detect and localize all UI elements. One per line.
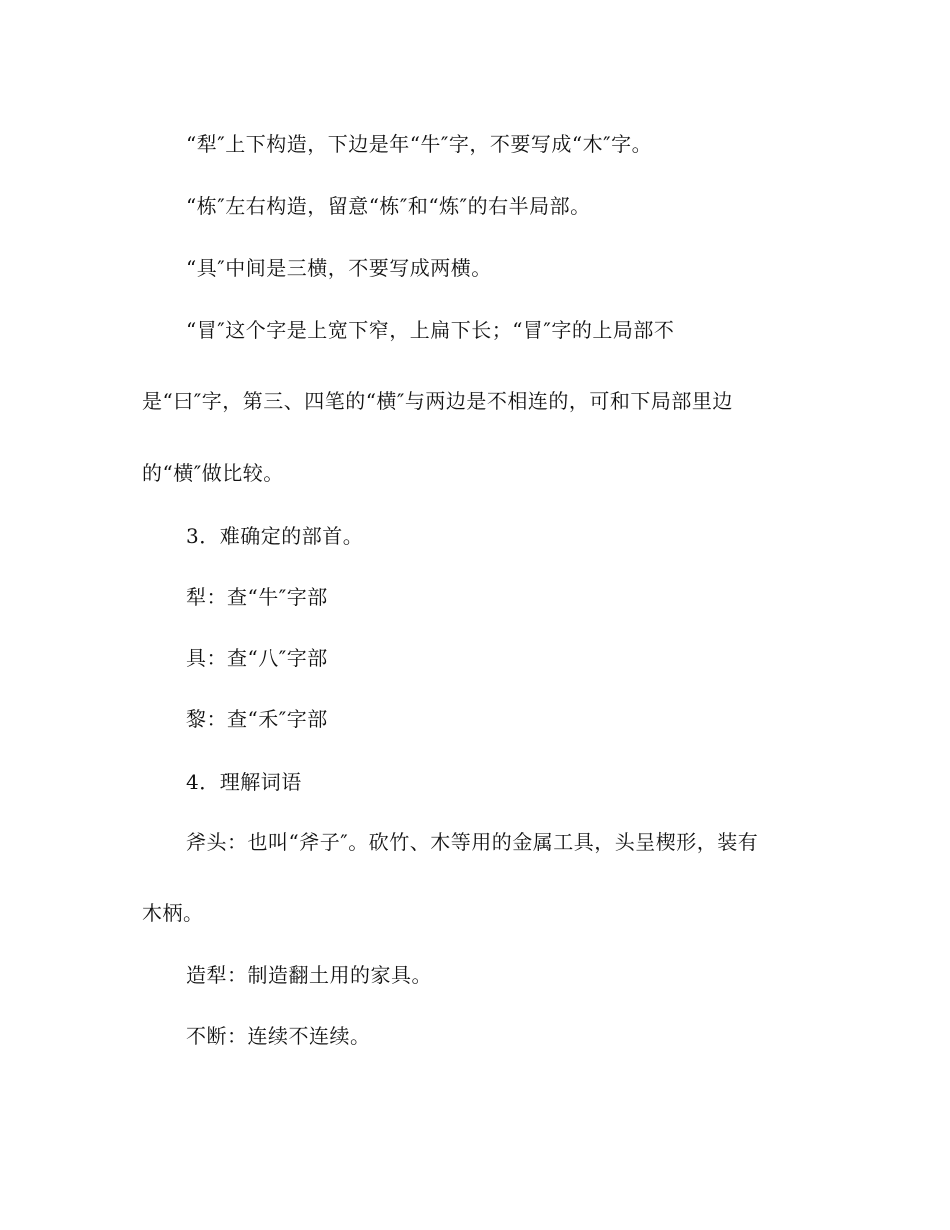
section-heading: 4．理解词语: [186, 770, 302, 794]
definition-line: 斧头：也叫“斧子″。砍竹、木等用的金属工具，头呈楔形，装有: [186, 830, 759, 854]
paragraph-line: 是“曰″字，第三、四笔的“横″与两边是不相连的，可和下局部里边: [142, 389, 733, 413]
paragraph-line: “具″中间是三横，不要写成两横。: [186, 256, 492, 280]
paragraph-line: “栋″左右构造，留意“栋″和“炼″的右半局部。: [186, 194, 591, 218]
paragraph-line: “犁″上下构造，下边是年“牛″字，不要写成“木″字。: [186, 132, 653, 156]
section-heading: 3．难确定的部首。: [186, 524, 364, 548]
definition-line: 木柄。: [142, 901, 204, 925]
paragraph-line: 的“横″做比较。: [142, 461, 284, 485]
list-item: 具：查“八″字部: [186, 646, 328, 670]
paragraph-line: “冒″这个字是上宽下窄，上扁下长；“冒″字的上局部不: [186, 318, 675, 342]
list-item: 黎：查“禾″字部: [186, 707, 328, 731]
definition-line: 不断：连续不连续。: [186, 1024, 371, 1048]
list-item: 犁：查“牛″字部: [186, 585, 328, 609]
definition-line: 造犁：制造翻土用的家具。: [186, 963, 432, 987]
